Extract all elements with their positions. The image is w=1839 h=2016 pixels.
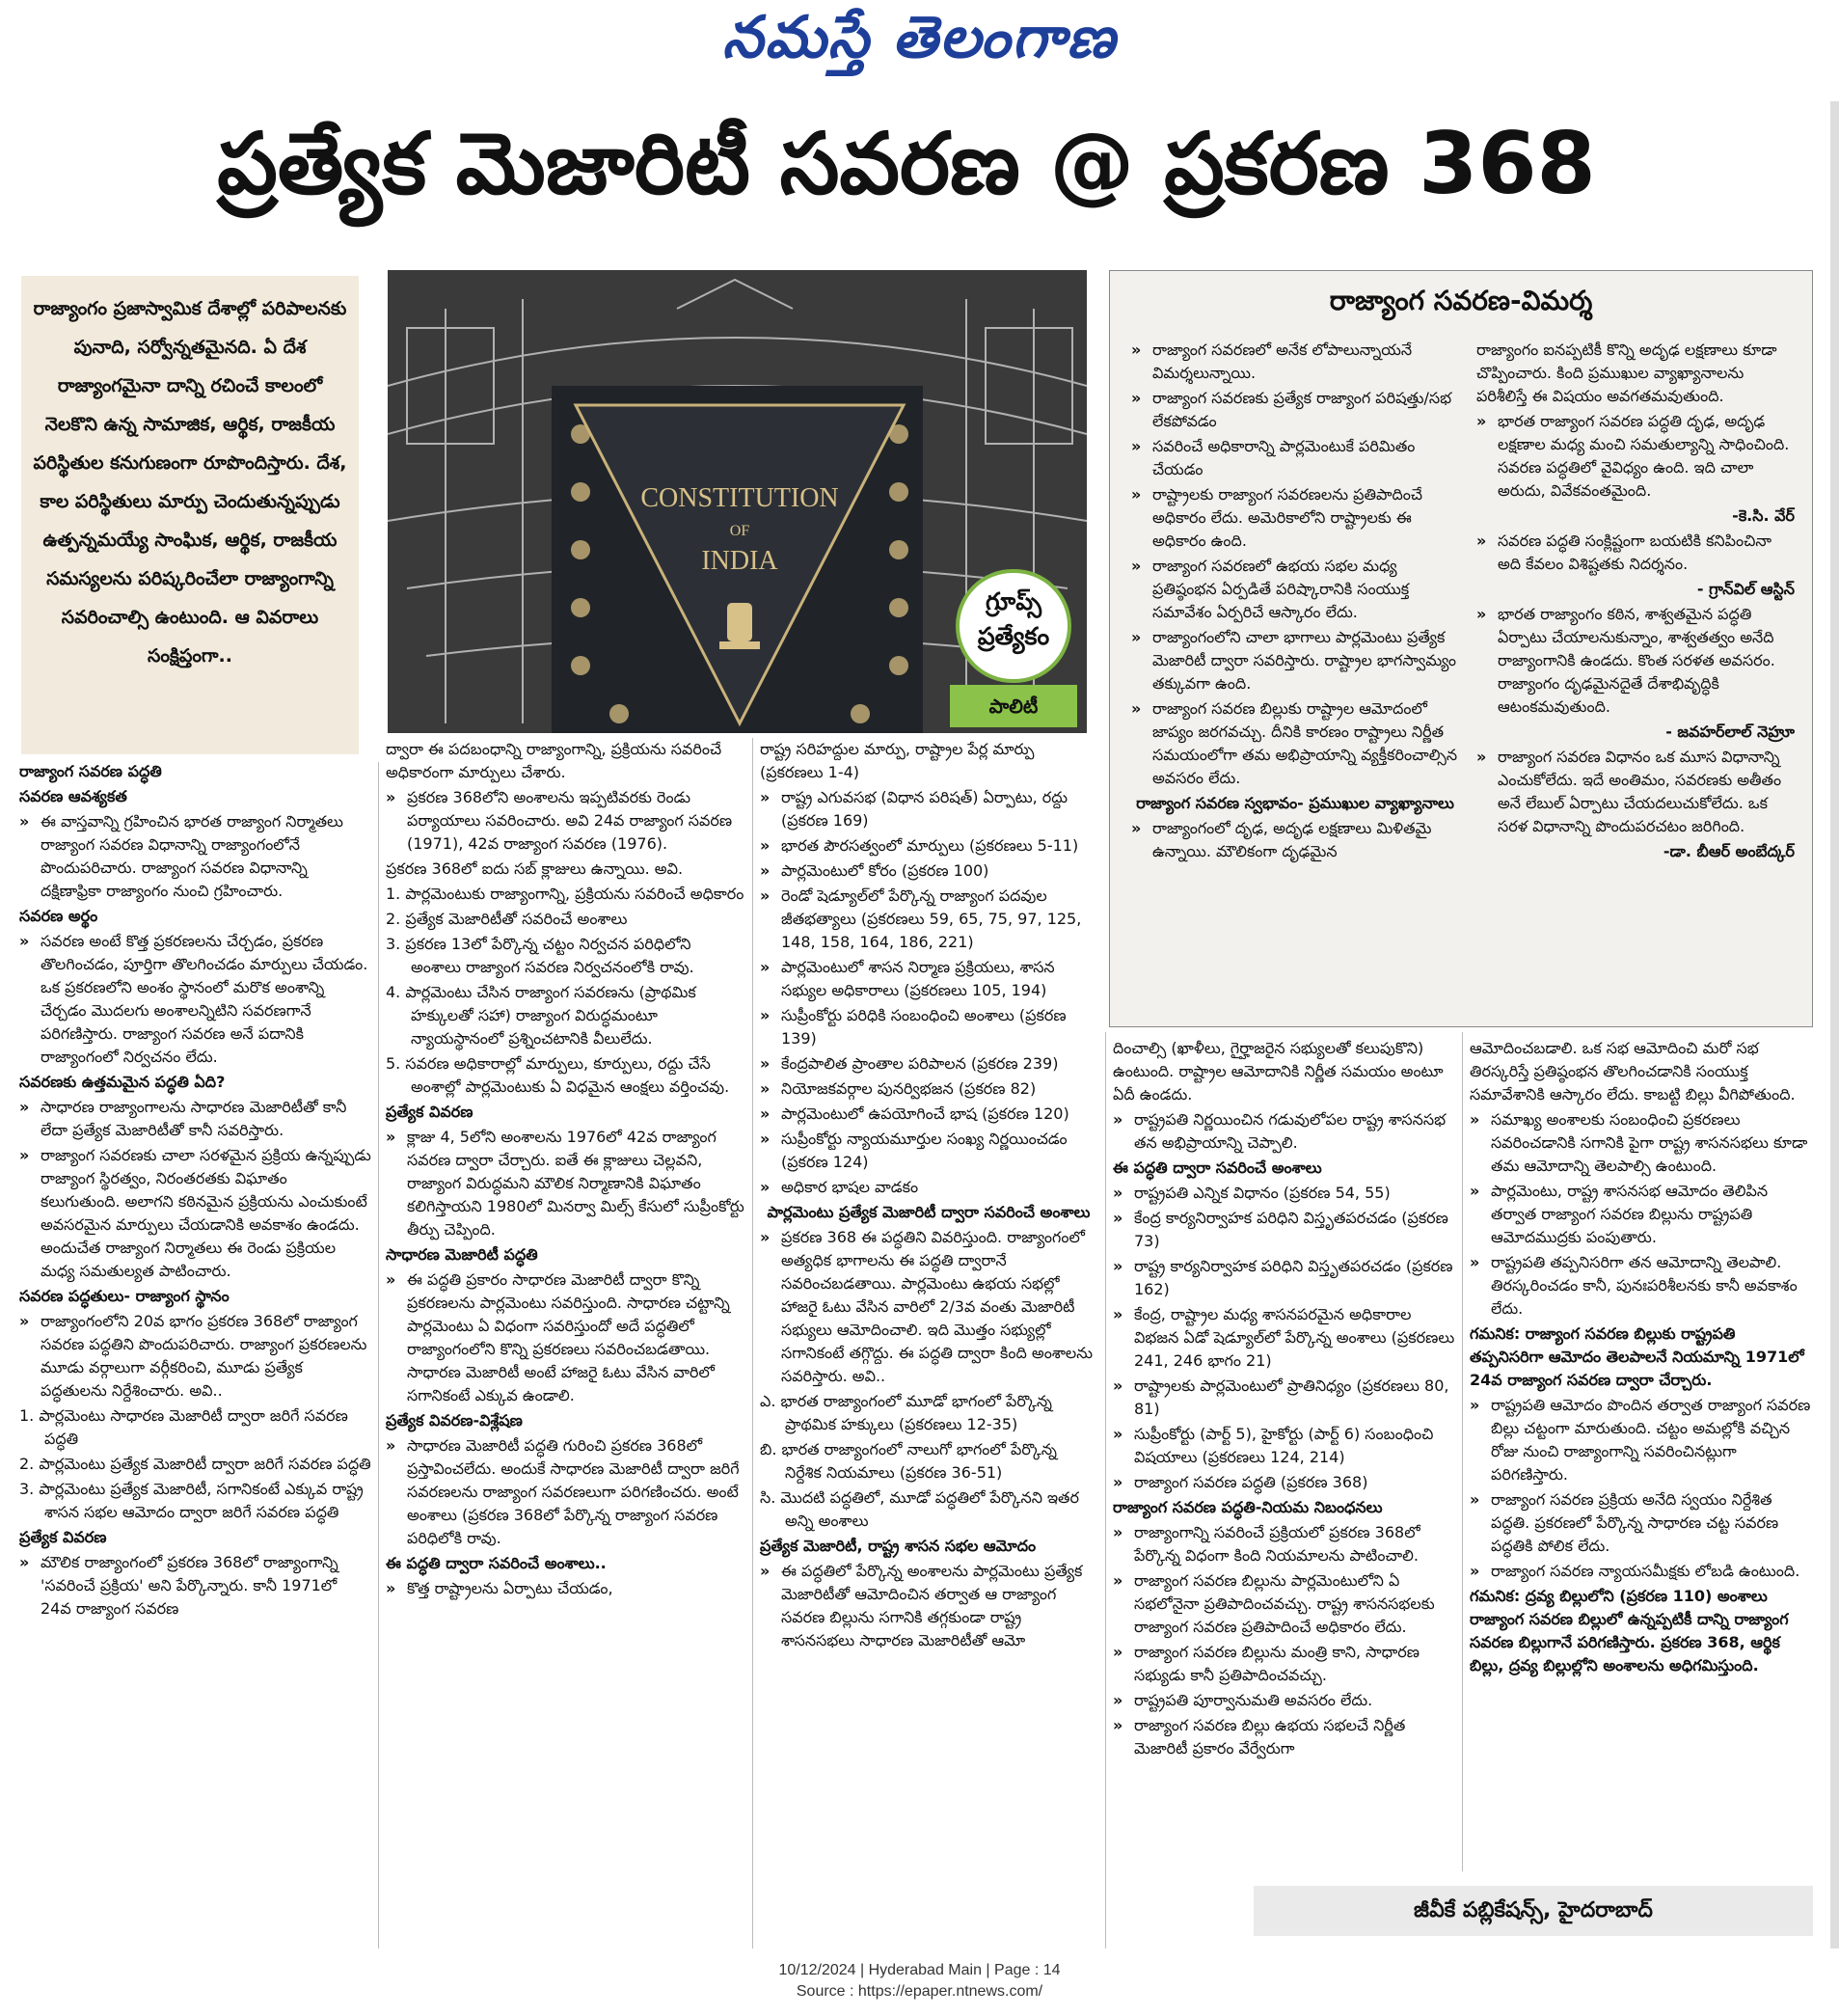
section-heading: ప్రత్యేక వివరణ-విశ్లేషణ xyxy=(386,1411,523,1430)
bullet-item: » కేంద్రపాలిత ప్రాంతాల పరిపాలన (ప్రకరణ 239) xyxy=(760,1052,1097,1076)
section-heading: సవరణ ఆవశ్యకత xyxy=(19,787,127,805)
section-heading: రాజ్యాంగ సవరణ పద్ధతి-నియమ నిబంధనలు xyxy=(1113,1498,1383,1516)
bullet-item: » క్లాజు 4, 5లోని అంశాలను 1976లో 42వ రాజ్యాంగ సవరణ ద్వారా చేర్చారు. ఐతే ఈ క్లాజులు చెల్లవని, రాజ్యాంగ విరుద్ధమని మౌలిక నిర్మాణానికి విఘాతం కలిగిస్తాయని 1980లో మినర్వా మిల్స్ కేసులో సుప్రీంకోర్టు తీర్పు చెప్పింది. xyxy=(386,1126,744,1241)
bullet-item: » రాష్ట్ర కార్యనిర్వాహక పరిధిని విస్తృతపరచడం (ప్రకరణ 162) xyxy=(1113,1255,1455,1301)
section-heading: సవరణ అర్థం xyxy=(19,907,98,925)
bullet-item: » కేంద్ర, రాష్ట్రాల మధ్య శాసనపరమైన అధికారాల విభజన ఏడో షెడ్యూల్‌లో పేర్కొన్న అంశాలు (ప్రకరణలు 241, 246 భాగం 21) xyxy=(1113,1303,1455,1373)
bullet-item: » పార్లమెంటులో కోరం (ప్రకరణ 100) xyxy=(760,859,1097,883)
section-heading: ప్రత్యేక వివరణ xyxy=(386,1103,473,1121)
bullet-item: » సమాఖ్య అంశాలకు సంబంధించి ప్రకరణలు సవరించడానికి సగానికి పైగా రాష్ట్ర శాసనసభలు కూడా తమ ఆమోదాన్ని తెలపాల్సి ఉంటుంది. xyxy=(1470,1108,1813,1178)
box-paragraph: రాజ్యాంగం ఐనప్పటికీ కొన్ని అదృఢ లక్షణాలు కూడా చొప్పించారు. కింది ప్రముఖుల వ్యాఖ్యానాలను పరిశీలిస్తే ఈ విషయం అవగతమవుతుంది. xyxy=(1476,341,1777,405)
bullet-item: » రాష్ట్రపతి ఎన్నిక విధానం (ప్రకరణ 54, 55) xyxy=(1113,1182,1455,1205)
box-bullet: » రాజ్యాంగ సవరణలో ఉభయ సభల మధ్య ప్రతిష్ఠంభన ఏర్పడితే పరిష్కారానికి సంయుక్త సమావేశం ఏర్పరిచే ఆస్కారం లేదు. xyxy=(1131,555,1459,624)
lettered-item: బి. భారత రాజ్యాంగంలో నాలుగో భాగంలో పేర్కొన్న నిర్దేశిక నియమాలు (ప్రకరణ 36-51) xyxy=(760,1440,1057,1482)
section-heading: ప్రత్యేక మెజారిటీ, రాష్ట్ర శాసన సభల ఆమోదం xyxy=(760,1537,1037,1555)
numbered-item: 2. పార్లమెంటు ప్రత్యేక మెజారిటీ ద్వారా జరిగే సవరణ పద్ధతి xyxy=(19,1455,371,1473)
numbered-item: 1. పార్లమెంటు సాధారణ మెజారిటీ ద్వారా జరిగే సవరణ పద్ధతి xyxy=(19,1406,348,1448)
bullet-item: » రాజ్యాంగ సవరణ పద్ధతి (ప్రకరణ 368) xyxy=(1113,1471,1455,1494)
paragraph: దించాల్సి (ఖాళీలు, గైర్హాజరైన సభ్యులతో కలుపుకొని) ఉంటుంది. రాష్ట్రాల ఆమోదానికి నిర్ణీత సమయం అంటూ ఏదీ ఉండదు. xyxy=(1113,1039,1444,1103)
stamp-line2: ప్రత్యేకం xyxy=(977,622,1050,650)
bullet-item: » సుప్రీంకోర్టు న్యాయమూర్తుల సంఖ్య నిర్ణయించడం (ప్రకరణ 124) xyxy=(760,1128,1097,1174)
note-text: గమనిక: రాజ్యాంగ సవరణ బిల్లుకు రాష్ట్రపతి తప్పనిసరిగా ఆమోదం తెలపాలనే నియమాన్ని 1971లో 24వ రాజ్యాంగ సవరణ ద్వారా చేర్చారు. xyxy=(1470,1324,1804,1389)
bullet-item: » రాజ్యాంగ సవరణ బిల్లును మంత్రి కాని, సాధారణ సభ్యుడు కానీ ప్రతిపాదించవచ్చు. xyxy=(1113,1641,1455,1687)
masthead-logo: నమస్తే తెలంగాణ xyxy=(721,4,1118,71)
bullet-item: » రాష్ట్రపతి ఆమోదం పొందిన తర్వాత రాజ్యాంగ సవరణ బిల్లు చట్టంగా మారుతుంది. చట్టం అమల్లోకి వచ్చిన రోజు నుంచి రాజ్యాంగాన్ని సవరించినట్లుగా పరిగణిస్తారు. xyxy=(1470,1394,1813,1486)
bullet-item: » కేంద్ర కార్యనిర్వాహక పరిధిని విస్తృతపరచడం (ప్రకరణ 73) xyxy=(1113,1207,1455,1253)
column-3 xyxy=(760,738,1097,1654)
bullet-item: » రాష్ట్ర ఎగువసభ (విధాన పరిషత్) ఏర్పాటు, రద్దు (ప్రకరణ 169) xyxy=(760,786,1097,832)
numbered-item: 5. సవరణ అధికారాల్లో మార్పులు, కూర్పులు, రద్దు చేసే అంశాల్లో పార్లమెంటుకు ఏ విధమైన ఆంక్షలు వర్తించవు. xyxy=(386,1054,730,1096)
numbered-item: 4. పార్లమెంటు చేసిన రాజ్యాంగ సవరణను (ప్రాథమిక హక్కులతో సహా) రాజ్యాంగ విరుద్ధమంటూ న్యాయస్థానంలో ప్రశ్నించటానికి వీలులేదు. xyxy=(386,983,696,1048)
bullet-item: » సాధారణ మెజారిటీ పద్ధతి గురించి ప్రకరణ 368లో ప్రస్తావించలేదు. అందుకే సాధారణ మెజారిటీ ద్వారా జరిగే సవరణలను రాజ్యాంగ సవరణలుగా పరిగణించరు. అంటే అంశాలు (ప్రకరణ 368లో పేర్కొన్న రాజ్యాంగ సవరణ పరిధిలోకి రావు. xyxy=(386,1434,744,1550)
box-bullet: » రాజ్యాంగ సవరణ విధానం ఒక మూస విధానాన్ని ఎంచుకోలేదు. ఇదే అంతిమం, సవరణకు అతీతం అనే లేబుల్ ఏర్పాటు చేయదలుచుకోలేదు. ఒక సరళ విధానాన్ని పొందుపరచటం జరిగింది. xyxy=(1476,746,1795,838)
column-divider xyxy=(378,762,379,1948)
bullet-item: » రాష్ట్రపతి పూర్వానుమతి అవసరం లేదు. xyxy=(1113,1689,1455,1712)
section-heading: ఈ పద్ధతి ద్వారా సవరించే అంశాలు xyxy=(1113,1158,1322,1177)
box-bullet: » రాజ్యాంగంలో దృఢ, అదృఢ లక్షణాలు మిళితమై ఉన్నాయి. మౌలికంగా దృఢమైన xyxy=(1131,817,1459,863)
column-5 xyxy=(1470,1037,1813,1679)
column-1 xyxy=(19,760,371,1622)
bullet-item: » మౌలిక రాజ్యాంగంలో ప్రకరణ 368లో రాజ్యాంగాన్ని 'సవరించే ప్రక్రియ' అని పేర్కొన్నారు. కానీ 1971లో 24వ రాజ్యాంగ సవరణ xyxy=(19,1551,371,1621)
quote-author: -కె.సి. వేర్ xyxy=(1732,506,1795,525)
intro-box: రాజ్యాంగం ప్రజాస్వామిక దేశాల్లో పరిపాలనకు పునాది, సర్వోన్నతమైనది. ఏ దేశ రాజ్యాంగమైనా దాన్ని రచించే కాలంలో నెలకొని ఉన్న సామాజిక, ఆర్థిక, రాజకీయ పరిస్థితుల కనుగుణంగా రూపొందిస్తారు. దేశ, కాల పరిస్థితులు మార్పు చెందుతున్నప్పుడు ఉత్పన్నమయ్యే సాంఘిక, ఆర్థిక, రాజకీయ సమస్యలను పరిష్కరించేలా రాజ్యాంగాన్ని సవరించాల్సి ఉంటుంది. ఆ వివరాలు సంక్షిప్తంగా.. xyxy=(21,276,359,754)
quote-author: - గ్రాన్‌విల్ ఆస్టిన్ xyxy=(1696,580,1795,598)
bullet-item: » రెండో షెడ్యూల్‌లో పేర్కొన్న రాజ్యాంగ పదవుల జీతభత్యాలు (ప్రకరణలు 59, 65, 75, 97, 125, 148, 158, 164, 186, 221) xyxy=(760,885,1097,954)
paragraph: ద్వారా ఈ పదబంధాన్ని రాజ్యాంగాన్ని, ప్రక్రియను సవరించే అధికారంగా మార్పులు చేశారు. xyxy=(386,740,722,781)
column-divider xyxy=(1105,1032,1106,1948)
book-title-line2: OF xyxy=(729,523,750,539)
box-bullet: » రాష్ట్రాలకు రాజ్యాంగ సవరణలను ప్రతిపాదించే అధికారం లేదు. అమెరికాలోని రాష్ట్రాలకు ఈ అధికారం ఉంది. xyxy=(1131,483,1459,553)
column-2 xyxy=(386,738,744,1602)
stamp-label xyxy=(956,569,1071,683)
numbered-item: 1. పార్లమెంటుకు రాజ్యాంగాన్ని, ప్రక్రియను సవరించే అధికారం xyxy=(386,885,744,903)
box-subheading: రాజ్యాంగ సవరణ స్వభావం- ప్రముఖుల వ్యాఖ్యానాలు xyxy=(1136,794,1454,812)
note-text: గమనిక: ద్రవ్య బిల్లులోని (ప్రకరణ 110) అంశాలు రాజ్యాంగ సవరణ బిల్లులో ఉన్నప్పటికీ దాన్ని రాజ్యాంగ సవరణ బిల్లుగానే పరిగణిస్తారు. ప్రకరణ 368, ఆర్థిక బిల్లు, ద్రవ్య బిల్లుల్లోని అంశాలను అధిగమిస్తుంది. xyxy=(1470,1587,1789,1675)
bullet-item: » రాజ్యాంగ సవరణ బిల్లు ఉభయ సభలచే నిర్ణీత మెజారిటీ ప్రకారం వేర్వేరుగా xyxy=(1113,1714,1455,1760)
box-right-column xyxy=(1476,339,1795,865)
box-bullet: » రాజ్యాంగంలోని చాలా భాగాలు పార్లమెంటు ప్రత్యేక మెజారిటీ ద్వారా సవరిస్తారు. రాష్ట్రాల భాగస్వామ్యం తక్కువగా ఉంది. xyxy=(1131,626,1459,695)
lettered-item: ఎ. భారత రాజ్యాంగంలో మూడో భాగంలో పేర్కొన్న ప్రాథమిక హక్కులు (ప్రకరణలు 12-35) xyxy=(760,1392,1052,1433)
footer-date-edition: 10/12/2024 | Hyderabad Main | Page : 14 xyxy=(778,1962,1061,1978)
section-subheading: పార్లమెంటు ప్రత్యేక మెజారిటీ ద్వారా సవరించే అంశాలు xyxy=(767,1203,1091,1221)
quote-author: -డా. బీఆర్ అంబేద్కర్ xyxy=(1663,842,1795,860)
section-heading: సాధారణ మెజారిటీ పద్ధతి xyxy=(386,1245,538,1264)
paragraph: రాష్ట్ర సరిహద్దుల మార్పు, రాష్ట్రాల పేర్ల మార్పు (ప్రకరణలు 1-4) xyxy=(760,740,1035,781)
box-left-column xyxy=(1131,339,1459,865)
section-heading: ప్రత్యేక వివరణ xyxy=(19,1528,107,1546)
groups-special-stamp xyxy=(950,569,1077,731)
numbered-item: 2. ప్రత్యేక మెజారిటీతో సవరించే అంశాలు xyxy=(386,910,628,928)
bullet-item: » నియోజకవర్గాల పునర్విభజన (ప్రకరణ 82) xyxy=(760,1077,1097,1101)
paragraph: ప్రకరణ 368లో ఐదు సబ్ క్లాజులు ఉన్నాయి. అవి. xyxy=(386,859,684,878)
bullet-item: » పార్లమెంటు, రాష్ట్ర శాసనసభ ఆమోదం తెలిపిన తర్వాత రాజ్యాంగ సవరణ బిల్లును రాష్ట్రపతి ఆమోదముద్రకు పంపుతారు. xyxy=(1470,1180,1813,1249)
bullet-item: » సుప్రీంకోర్టు పరిధికి సంబంధించి అంశాలు (ప్రకరణ 139) xyxy=(760,1004,1097,1050)
bullet-item: » రాజ్యాంగంలోని 20వ భాగం ప్రకరణ 368లో రాజ్యాంగ సవరణ పద్ధతిని పొందుపరిచారు. రాజ్యాంగ ప్రకరణలను మూడు వర్గాలుగా వర్గీకరించి, మూడు ప్రత్యేక పద్ధతులను నిర్దేశించారు. అవి.. xyxy=(19,1310,371,1403)
bullet-item: » సవరణ అంటే కొత్త ప్రకరణలను చేర్చడం, ప్రకరణ తొలగించడం, పూర్తిగా తొలగించడం మార్పులు చేయడం. ఒక ప్రకరణలోని అంశం స్థానంలో మరొక అంశాన్ని చేర్చడం మొదలగు అంశాలన్నిటిని సవరణగానే పరిగణిస్తారు. రాజ్యాంగ సవరణ అనే పదానికి రాజ్యాంగంలో నిర్వచనం లేదు. xyxy=(19,930,371,1069)
bullet-item: » సాధారణ రాజ్యాంగాలను సాధారణ మెజారిటీతో కానీ లేదా ప్రత్యేక మెజారిటీతో కానీ సవరిస్తారు. xyxy=(19,1096,371,1142)
bullet-item: » భారత పౌరసత్వంలో మార్పులు (ప్రకరణలు 5-11) xyxy=(760,834,1097,858)
box-bullet: » రాజ్యాంగ సవరణ బిల్లుకు రాష్ట్రాల ఆమోదంలో జాప్యం జరగవచ్చు. దీనికి కారణం రాష్ట్రాలు నిర్ణీత సమయంలోగా తమ అభిప్రాయాన్ని వ్యక్తీకరించాల్సిన అవసరం లేదు. xyxy=(1131,697,1459,790)
column-4 xyxy=(1113,1037,1455,1762)
box-bullet: » సవరించే అధికారాన్ని పార్లమెంటుకే పరిమితం చేయడం xyxy=(1131,435,1459,481)
section-heading: సవరణకు ఉత్తమమైన పద్ధతి ఏది? xyxy=(19,1073,226,1091)
section-heading: రాజ్యాంగ సవరణ పద్ధతి xyxy=(19,762,162,780)
bullet-item: » రాజ్యాంగ సవరణ ప్రక్రియ అనేది స్వయం నిర్దేశిత పద్ధతి. ప్రకరణలో పేర్కొన్న సాధారణ చట్ట సవరణ పద్ధతికి పోలిక లేదు. xyxy=(1470,1488,1813,1558)
box-bullet: » భారత రాజ్యాంగం కఠిన, శాశ్వతమైన పద్ధతి ఏర్పాటు చేయాలనుకున్నాం, శాశ్వతత్వం అనేది రాజ్యాంగానికి ఉండదు. కొంత సరళత అవసరం. రాజ్యాంగం దృఢమైనదైతే దేశాభివృద్ధికి ఆటంకమవుతుంది. xyxy=(1476,603,1795,719)
column-divider xyxy=(752,738,753,1948)
section-heading: ఈ పద్ధతి ద్వారా సవరించే అంశాలు.. xyxy=(386,1554,607,1572)
box-title: రాజ్యాంగ సవరణ-విమర్శ xyxy=(1329,285,1593,316)
bullet-item: » రాష్ట్రపతి తప్పనిసరిగా తన ఆమోదాన్ని తెలపాలి. తిరస్కరించడం కానీ, పునఃపరిశీలనకు కానీ అవకాశం లేదు. xyxy=(1470,1251,1813,1321)
box-bullet: » సవరణ పద్ధతి సంక్లిష్టంగా బయటికి కనిపించినా అది కేవలం విశిష్టతకు నిదర్శనం. xyxy=(1476,530,1795,576)
stamp-line1: గ్రూప్స్ xyxy=(985,587,1042,615)
bullet-item: » ఈ వాస్తవాన్ని గ్రహించిన భారత రాజ్యాంగ నిర్మాతలు రాజ్యాంగ సవరణ విధానాన్ని రాజ్యాంగంలోనే పొందుపరిచారు. రాజ్యాంగ సవరణ విధానాన్ని దక్షిణాఫ్రికా రాజ్యాంగం నుంచి గ్రహించారు. xyxy=(19,810,371,903)
bullet-item: » రాజ్యాంగ సవరణకు చాలా సరళమైన ప్రక్రియ ఉన్నప్పుడు రాజ్యాంగ స్థిరత్వం, నిరంతరతకు విఘాతం కలుగుతుంది. అలాగని కఠినమైన ప్రక్రియను ఎంచుకుంటే అవసరమైన మార్పులు చేయడానికి అవకాశం ఉండదు. అందుచేత రాజ్యాంగ నిర్మాతలు ఈ రెండు ప్రక్రియల మధ్య సమతుల్యత పాటించారు. xyxy=(19,1144,371,1283)
page-footer xyxy=(0,1960,1839,2002)
page-edge xyxy=(1830,101,1839,1948)
bullet-item: » ఈ పద్ధతి ప్రకారం సాధారణ మెజారిటీ ద్వారా కొన్ని ప్రకరణలను పార్లమెంటు సవరిస్తుంది. సాధారణ చట్టాన్ని పార్లమెంటు ఏ విధంగా సవరిస్తుందో అదే పద్ధతిలో రాజ్యాంగంలోని కొన్ని ప్రకరణలు సవరించబడతాయి. సాధారణ మెజారిటీ అంటే హాజరై ఓటు వేసిన వారిలో సగానికంటే ఎక్కువ ఉండాలి. xyxy=(386,1268,744,1407)
criticism-box xyxy=(1109,270,1813,1027)
bullet-item: » ప్రకరణ 368లోని అంశాలను ఇప్పటివరకు రెండు పర్యాయాలు సవరించారు. అవి 24వ రాజ్యాంగ సవరణ (1971), 42వ రాజ్యాంగ సవరణ (1976). xyxy=(386,786,744,856)
publisher-credit: జీవీకే పబ్లికేషన్స్, హైదరాబాద్ xyxy=(1254,1886,1813,1936)
bullet-item: » రాష్ట్రాలకు పార్లమెంటులో ప్రాతినిధ్యం (ప్రకరణలు 80, 81) xyxy=(1113,1375,1455,1421)
bullet-item: » కొత్త రాష్ట్రాలను ఏర్పాటు చేయడం, xyxy=(386,1577,744,1600)
box-bullet: » రాజ్యాంగ సవరణలో అనేక లోపాలున్నాయనే విమర్శలున్నాయి. xyxy=(1131,339,1459,385)
book-title-line1: CONSTITUTION xyxy=(640,483,839,513)
box-bullet: » రాజ్యాంగ సవరణకు ప్రత్యేక రాజ్యాంగ పరిషత్తు/సభ లేకపోవడం xyxy=(1131,387,1459,433)
bullet-item: » రాజ్యాంగ సవరణ న్యాయసమీక్షకు లోబడి ఉంటుంది. xyxy=(1470,1560,1813,1583)
paragraph: ఆమోదించబడాలి. ఒక సభ ఆమోదించి మరో సభ తిరస్కరిస్తే ప్రతిష్ఠంభన తొలగించడానికి సంయుక్త సమావేశానికి ఆస్కారం లేదు. కాబట్టి బిల్లు వీగిపోతుంది. xyxy=(1470,1039,1796,1103)
bullet-item: » రాజ్యాంగ సవరణ బిల్లును పార్లమెంటులోని ఏ సభలోనైనా ప్రతిపాదించవచ్చు. రాష్ట్ర శాసనసభలకు రాజ్యాంగ సవరణ ప్రతిపాదించే అధికారం లేదు. xyxy=(1113,1569,1455,1639)
bullet-item: » ఈ పద్ధతిలో పేర్కొన్న అంశాలను పార్లమెంటు ప్రత్యేక మెజారిటీతో ఆమోదించిన తర్వాత ఆ రాజ్యాంగ సవరణ బిల్లును సగానికి తగ్గకుండా రాష్ట్ర శాసనసభలు సాధారణ మెజారిటీతో ఆమో xyxy=(760,1560,1097,1652)
footer-source: Source : https://epaper.ntnews.com/ xyxy=(796,1983,1043,2000)
bullet-item: » ప్రకరణ 368 ఈ పద్ధతిని వివరిస్తుంది. రాజ్యాంగంలో అత్యధిక భాగాలను ఈ పద్ధతి ద్వారానే సవరించబడతాయి. పార్లమెంటు ఉభయ సభల్లో హాజరై ఓటు వేసిన వారిలో 2/3వ వంతు మెజారిటీ సభ్యులు ఆమోదించాలి. ఇది మొత్తం సభ్యుల్లో సగానికంటే తగ్గొద్దు. ఈ పద్ధతి ద్వారా కింది అంశాలను సవరిస్తారు. అవి.. xyxy=(760,1226,1097,1388)
bullet-item: » అధికార భాషల వాడకం xyxy=(760,1176,1097,1199)
box-bullet: » భారత రాజ్యాంగ సవరణ పద్ధతి దృఢ, అదృఢ లక్షణాల మధ్య మంచి సమతుల్యాన్ని సాధించింది. సవరణ పద్ధతిలో వైవిధ్యం ఉంది. ఇది చాలా అరుదు, వివేకవంతమైంది. xyxy=(1476,410,1795,503)
bullet-item: » పార్లమెంటులో శాసన నిర్మాణ ప్రక్రియలు, శాసన సభ్యుల అధికారాలు (ప్రకరణలు 105, 194) xyxy=(760,956,1097,1002)
stamp-tag: పాలిటీ xyxy=(950,685,1077,727)
book-title-line3: INDIA xyxy=(701,546,778,576)
numbered-item: 3. ప్రకరణ 13లో పేర్కొన్న చట్టం నిర్వచన పరిధిలోని అంశాలు రాజ్యాంగ సవరణ నిర్వచనంలోకి రావు. xyxy=(386,935,694,976)
bullet-item: » రాష్ట్రపతి నిర్ణయించిన గడువులోపల రాష్ట్ర శాసనసభ తన అభిప్రాయాన్ని చెప్పాలి. xyxy=(1113,1108,1455,1155)
lettered-item: సి. మొదటి పద్ధతిలో, మూడో పద్ధతిలో పేర్కొనని ఇతర అన్ని అంశాలు xyxy=(760,1488,1079,1530)
bullet-item: » పార్లమెంటులో ఉపయోగించే భాష (ప్రకరణ 120) xyxy=(760,1103,1097,1126)
bullet-item: » రాజ్యాంగాన్ని సవరించే ప్రక్రియలో ప్రకరణ 368లో పేర్కొన్న విధంగా కింది నియమాలను పాటించాలి. xyxy=(1113,1521,1455,1567)
column-divider xyxy=(1462,1032,1463,1871)
headline: ప్రత్యేక మెజారిటీ సవరణ @ ప్రకరణ 368 xyxy=(217,114,1596,213)
numbered-item: 3. పార్లమెంటు ప్రత్యేక మెజారిటీ, సగానికంటే ఎక్కువ రాష్ట్ర శాసన సభల ఆమోదం ద్వారా జరిగే సవరణ పద్ధతి xyxy=(19,1480,364,1521)
quote-author: - జవహర్‌లాల్ నెహ్రూ xyxy=(1665,722,1795,741)
section-heading: సవరణ పద్ధతులు- రాజ్యాంగ స్థానం xyxy=(19,1287,230,1305)
bullet-item: » సుప్రీంకోర్టు (పార్ట్ 5), హైకోర్టు (పార్ట్ 6) సంబంధించి విషయాలు (ప్రకరణలు 124, 214) xyxy=(1113,1423,1455,1469)
